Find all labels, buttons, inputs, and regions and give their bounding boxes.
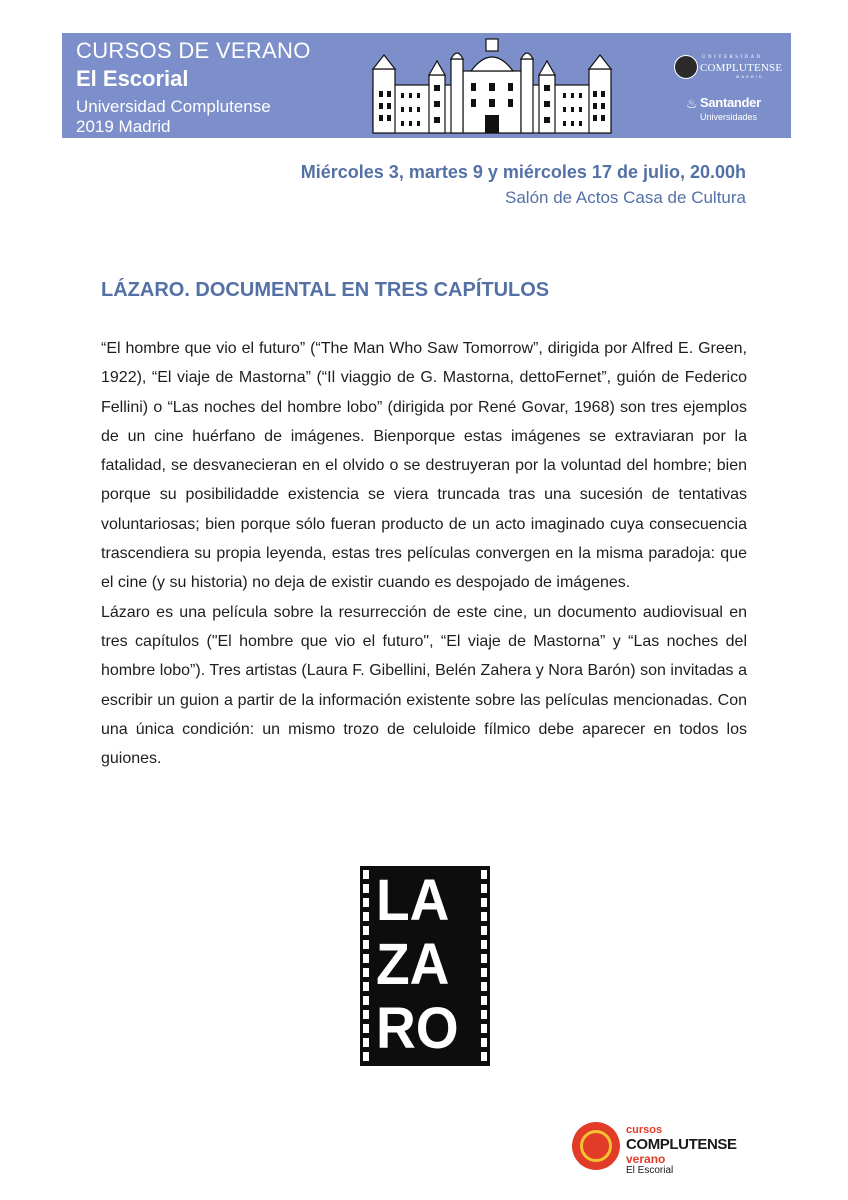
lazaro-filmstrip-logo	[360, 866, 490, 1066]
logo-letters-row-2: ZA	[376, 932, 450, 997]
complutense-logo	[674, 55, 784, 81]
cursos-complutense-logo	[572, 1120, 737, 1180]
filmstrip-perforation	[363, 870, 369, 879]
filmstrip-perforation	[481, 898, 487, 907]
santander-subtitle: Universidades	[700, 112, 758, 122]
filmstrip-perforation	[363, 940, 369, 949]
filmstrip-perforation	[481, 940, 487, 949]
header-banner	[62, 33, 791, 138]
filmstrip-perforation	[481, 968, 487, 977]
filmstrip-perforation	[363, 954, 369, 963]
footer-logo-complutense: COMPLUTENSE	[626, 1136, 737, 1153]
filmstrip-perforation	[363, 982, 369, 991]
filmstrip-perforation	[363, 1024, 369, 1033]
cursos-emblem-ring	[580, 1130, 612, 1162]
filmstrip-perforation	[363, 1038, 369, 1047]
filmstrip-perforation	[363, 996, 369, 1005]
filmstrip-perforation	[363, 926, 369, 935]
santander-flame-icon: ♨	[686, 96, 698, 111]
complutense-logo-top: UNIVERSIDAD	[702, 55, 763, 60]
body-paragraph-1: “El hombre que vio el futuro” (“The Man Who Saw Tomorrow”, dirigida por Alfred E. Green, 1922), “El viaje de Mastorna” (“Il viaggio de G. Mastorna, dettoFernet”, guión de Federico Fellini) o “Las noches del hombre lobo” (dirigida por René Govar, 1968) son tres ejemplos de un cine huérfano de imágenes. Bienporque estas imágenes se extraviaran por la fatalidad, se desvanecieran en el olvido o se destruyeran por la voluntad del hombre; bien porque su posibilidadde existencia se viera truncada tras una sucesión de tentativas voluntariosas; bien porque sólo fueran producto de un acto imaginado cuya consecuencia trascendiera su propia leyenda, estas tres películas convergen en la misma paradoja: que el cine (y su historia) no deja de existir cuando es despojado de imágenes.	[101, 340, 747, 592]
filmstrip-perforation	[481, 1038, 487, 1047]
filmstrip-perforation	[363, 1052, 369, 1061]
body-paragraph-2: Lázaro es una película sobre la resurrección de este cine, un documento audiovisual en tres capítulos ("El hombre que vio el futuro", “El viaje de Mastorna” y “Las noches del hombre lobo”). Tres artistas (Laura F. Gibellini, Belén Zahera y Nora Barón) son invitadas a escribir un guion a partir de la información existente sobre las películas mencionadas. Con una única condición: un mismo trozo de celuloide fílmico debe aparecer en todos los guiones.	[101, 603, 747, 768]
logo-letters-row-1: LA	[376, 868, 450, 933]
banner-location: El Escorial	[76, 66, 189, 91]
banner-courses-title: CURSOS DE VERANO	[76, 38, 311, 63]
complutense-logo-city: MADRID	[736, 74, 764, 79]
footer-logo-cursos: cursos	[626, 1124, 663, 1136]
santander-logo	[686, 95, 786, 125]
filmstrip-perforation	[481, 926, 487, 935]
monastery-illustration	[367, 37, 617, 135]
filmstrip-perforation	[363, 968, 369, 977]
filmstrip-perforation	[481, 870, 487, 879]
filmstrip-perforation	[363, 912, 369, 921]
footer-logo-verano: verano	[626, 1152, 666, 1166]
banner-year-city: 2019 Madrid	[76, 117, 171, 136]
filmstrip-perforation	[363, 884, 369, 893]
footer-logo-escorial: El Escorial	[626, 1165, 674, 1176]
filmstrip-perforation	[481, 912, 487, 921]
complutense-seal-icon	[674, 55, 698, 79]
document-title: LÁZARO. DOCUMENTAL EN TRES CAPÍTULOS	[101, 279, 550, 301]
filmstrip-perforation	[363, 1010, 369, 1019]
filmstrip-perforation	[481, 1052, 487, 1061]
filmstrip-perforation	[481, 982, 487, 991]
santander-name: Santander	[700, 95, 761, 110]
complutense-logo-name: COMPLUTENSE	[700, 62, 783, 74]
document-body	[101, 334, 747, 773]
banner-university: Universidad Complutense	[76, 97, 271, 116]
logo-letters-row-3: RO	[376, 996, 459, 1061]
filmstrip-perforation	[363, 898, 369, 907]
filmstrip-perforation	[481, 1010, 487, 1019]
filmstrip-perforation	[481, 1024, 487, 1033]
filmstrip-perforation	[481, 996, 487, 1005]
cursos-emblem-icon	[572, 1122, 620, 1170]
filmstrip-perforation	[481, 884, 487, 893]
event-dates: Miércoles 3, martes 9 y miércoles 17 de julio, 20.00h	[300, 162, 746, 182]
event-venue: Salón de Actos Casa de Cultura	[505, 188, 746, 207]
filmstrip-perforation	[481, 954, 487, 963]
